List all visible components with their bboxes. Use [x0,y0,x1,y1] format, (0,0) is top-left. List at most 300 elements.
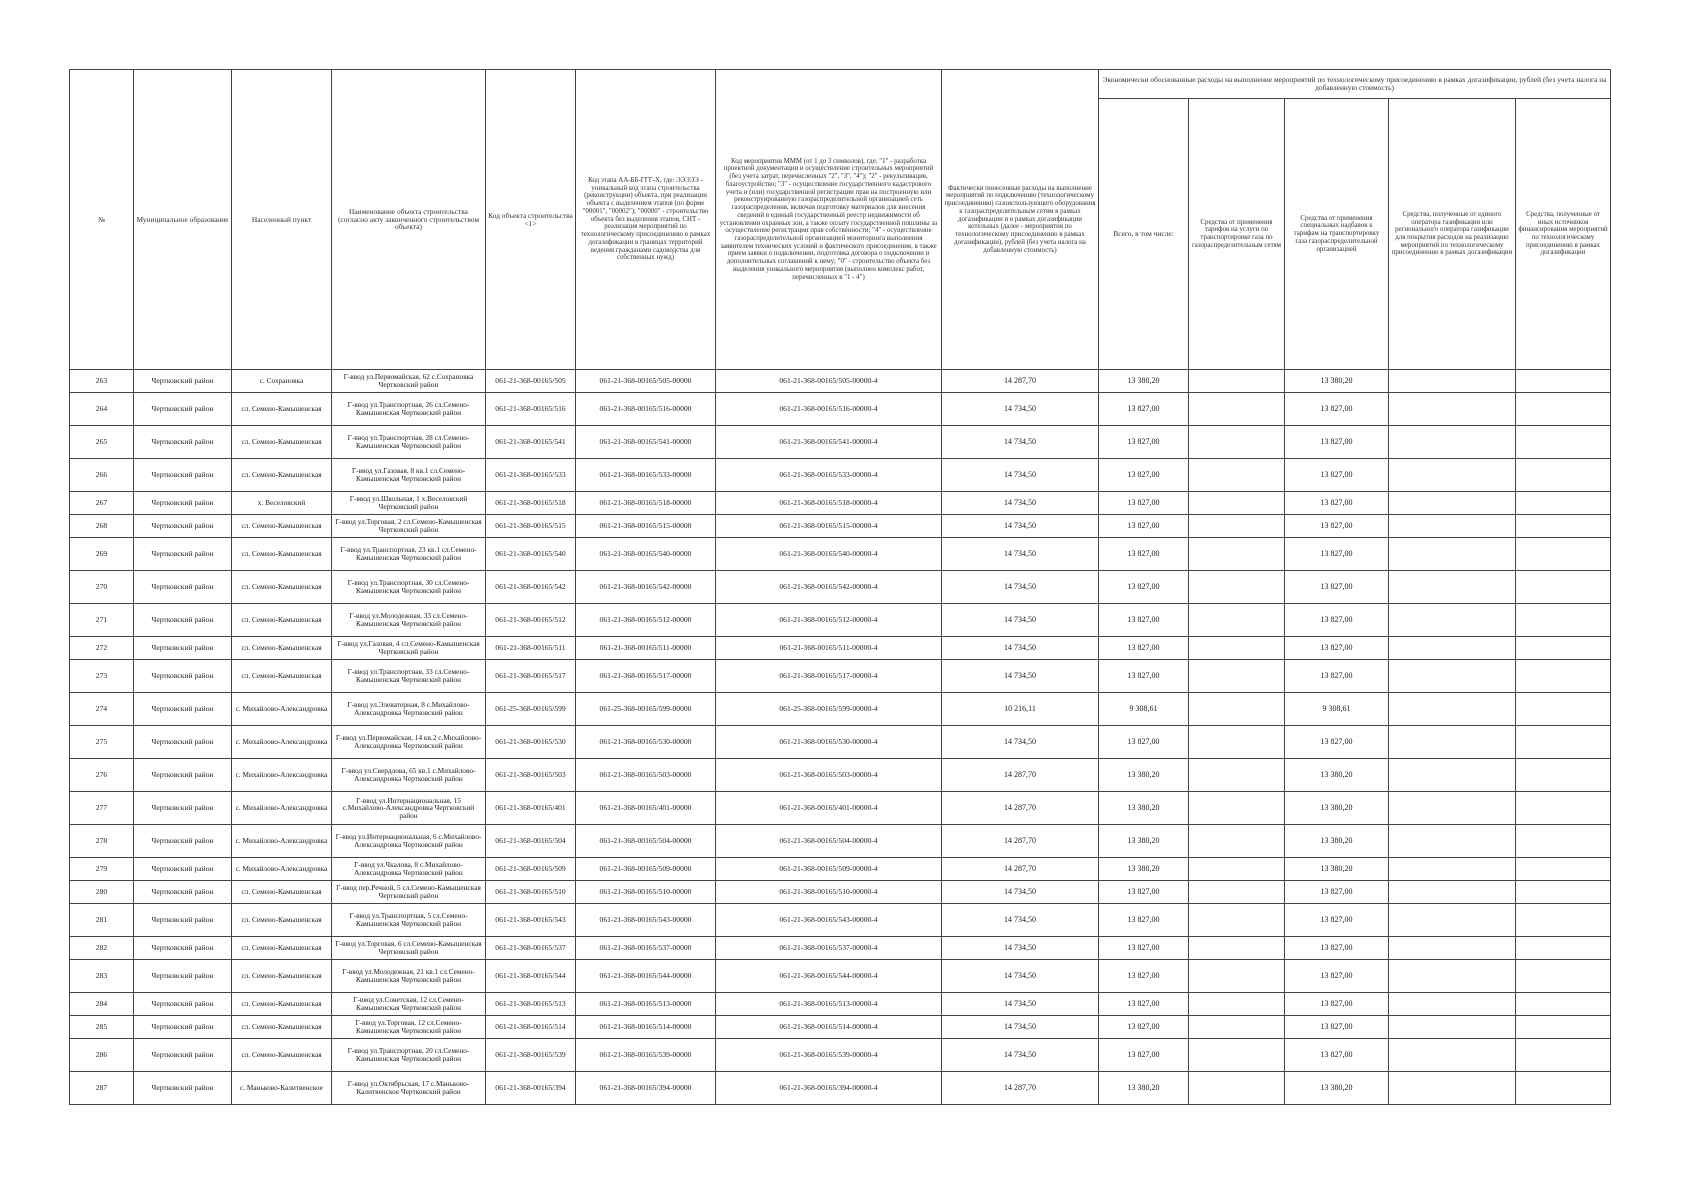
cell-settlement: сл. Семено-Камышенская [232,571,332,604]
cell-object-code: 061-21-368-00165/509 [486,858,576,881]
cell-object-name: Г-ввод ул.Молодежная, 33 сл.Семено-Камышенская Чертковский район [332,604,486,637]
cell-event-code: 061-21-368-00165/516-00000-4 [716,393,942,426]
cell-operator [1389,1039,1516,1072]
cell-municipality: Чертковский район [134,904,232,937]
table-row [70,993,1611,1016]
cell-event-code: 061-21-368-00165/544-00000-4 [716,960,942,993]
cell-settlement: с. Михайлово-Александровка [232,792,332,825]
cell-municipality: Чертковский район [134,858,232,881]
cell-total: 13 380,20 [1099,792,1189,825]
cell-actual-costs: 10 216,11 [942,693,1099,726]
cell-total: 13 827,00 [1099,637,1189,660]
cell-municipality: Чертковский район [134,1016,232,1039]
cell-object-code: 061-21-368-00165/541 [486,426,576,459]
cell-other [1516,993,1611,1016]
cell-surcharge: 13 827,00 [1285,881,1389,904]
cell-settlement: с. Сохрановка [232,370,332,393]
cell-object-name: Г-ввод ул.Свердлова, 65 кв.1 с.Михайлово-Александровка Чертковский район [332,759,486,792]
cell-object-name: Г-ввод ул.Транспортная, 23 кв.1 сл.Семено-Камышенская Чертковский район [332,538,486,571]
table-row [70,660,1611,693]
cell-event-code: 061-21-368-00165/543-00000-4 [716,904,942,937]
header-municipality: Муниципальное образование [134,70,232,370]
cell-stage-code: 061-25-368-00165/599-00000 [576,693,716,726]
cell-event-code: 061-21-368-00165/512-00000-4 [716,604,942,637]
cell-municipality: Чертковский район [134,426,232,459]
cell-surcharge: 13 827,00 [1285,393,1389,426]
cell-actual-costs: 14 734,50 [942,515,1099,538]
cell-tariff [1189,993,1285,1016]
cell-operator [1389,604,1516,637]
cell-tariff [1189,492,1285,515]
cell-stage-code: 061-21-368-00165/401-00000 [576,792,716,825]
cell-object-name: Г-ввод ул.Школьная, 1 х.Веселовский Чертковский район [332,492,486,515]
cell-settlement: сл. Семено-Камышенская [232,459,332,492]
cell-settlement: сл. Семено-Камышенская [232,904,332,937]
cell-other [1516,637,1611,660]
cell-actual-costs: 14 734,50 [942,637,1099,660]
cell-operator [1389,426,1516,459]
cell-object-name: Г-ввод ул.Транспортная, 5 сл.Семено-Камышенская Чертковский район [332,904,486,937]
cell-actual-costs: 14 734,50 [942,881,1099,904]
cell-operator [1389,1016,1516,1039]
header-no: № [70,70,134,370]
cell-municipality: Чертковский район [134,660,232,693]
header-tariff: Средства от применения тарифов на услуги по транспортировке газа по газораспределительным сетям [1189,99,1285,370]
cell-settlement: сл. Семено-Камышенская [232,881,332,904]
cell-tariff [1189,538,1285,571]
cell-municipality: Чертковский район [134,825,232,858]
header-event-code: Код мероприятия МММ (от 1 до 3 символов), где: "1" - разработка проектной документации и осуществление строительных мероприятий (без учета затрат, перечисленных "2", "3", "4"); "2" - рекультивация, благоустройство; "3" - осуществление государственного кадастрового учета и (или) государственной регистрации прав на построенную или реконструированную газораспределительной организацией сеть газораспределения, включая подготовку материалов для внесения сведений в единый государственный реестр недвижимости об установлении охранных зон, а также оплату государственной пошлины за осуществление регистрации прав собственности; "4" - осуществление газораспределительной организацией мониторинга выполнения заявителем технических условий и фактического присоединения, в также прием заявки о подключении, подготовка договора о подключении и дополнительных соглашений к нему; "0" - строительство объекта без выделения уникального мероприятия (выполнен комплекс работ, перечисленных в "1 - 4") [716,70,942,370]
cell-total: 13 827,00 [1099,459,1189,492]
cell-stage-code: 061-21-368-00165/516-00000 [576,393,716,426]
cell-stage-code: 061-21-368-00165/510-00000 [576,881,716,904]
cell-total: 13 380,20 [1099,825,1189,858]
cell-object-name: Г-ввод ул.Транспортная, 30 сл.Семено-Камышенская Чертковский район [332,571,486,604]
cell-no: 280 [70,881,134,904]
cell-no: 286 [70,1039,134,1072]
cell-object-name: Г-ввод ул.Элеваторная, 8 с.Михайлово-Александровка Чертковский район [332,693,486,726]
cell-settlement: с. Маньково-Калитвенское [232,1072,332,1105]
table-row [70,637,1611,660]
cell-municipality: Чертковский район [134,571,232,604]
cell-settlement: сл. Семено-Камышенская [232,960,332,993]
cell-total: 13 827,00 [1099,393,1189,426]
cell-tariff [1189,858,1285,881]
cell-object-code: 061-21-368-00165/510 [486,881,576,904]
cell-actual-costs: 14 287,70 [942,1072,1099,1105]
cell-event-code: 061-21-368-00165/533-00000-4 [716,459,942,492]
cell-tariff [1189,1039,1285,1072]
header-other: Средства, полученные от иных источников финансирования мероприятий по технологическому присоединению в рамках догазификации [1516,99,1611,370]
cell-other [1516,1039,1611,1072]
cell-actual-costs: 14 734,50 [942,393,1099,426]
cell-event-code: 061-21-368-00165/541-00000-4 [716,426,942,459]
cell-total: 13 827,00 [1099,571,1189,604]
cell-operator [1389,759,1516,792]
cell-object-name: Г-ввод ул.Транспортная, 33 сл.Семено-Камышенская Чертковский район [332,660,486,693]
cell-other [1516,459,1611,492]
cell-total: 13 827,00 [1099,1039,1189,1072]
table-row [70,759,1611,792]
cell-no: 265 [70,426,134,459]
cell-object-name: Г-ввод ул.Транспортная, 28 сл.Семено-Камышенская Чертковский район [332,426,486,459]
cell-actual-costs: 14 734,50 [942,960,1099,993]
cell-no: 285 [70,1016,134,1039]
cell-object-code: 061-21-368-00165/513 [486,993,576,1016]
cell-operator [1389,637,1516,660]
cell-other [1516,660,1611,693]
cell-surcharge: 13 827,00 [1285,993,1389,1016]
cell-stage-code: 061-21-368-00165/515-00000 [576,515,716,538]
cell-object-code: 061-21-368-00165/394 [486,1072,576,1105]
table-row [70,1016,1611,1039]
cell-surcharge: 13 380,20 [1285,825,1389,858]
cell-other [1516,904,1611,937]
cell-event-code: 061-21-368-00165/401-00000-4 [716,792,942,825]
cell-object-name: Г-ввод ул.Октябрьская, 17 с.Маньково-Калитвенское Чертковский район [332,1072,486,1105]
cell-other [1516,693,1611,726]
cell-object-code: 061-21-368-00165/511 [486,637,576,660]
cell-municipality: Чертковский район [134,693,232,726]
cell-total: 13 380,20 [1099,759,1189,792]
header-object-name: Наименование объекта строительства (согласно акту законченного строительством объекта) [332,70,486,370]
header-object-code: Код объекта строительства <1> [486,70,576,370]
table-row [70,858,1611,881]
cell-stage-code: 061-21-368-00165/503-00000 [576,759,716,792]
cell-event-code: 061-21-368-00165/513-00000-4 [716,993,942,1016]
cell-no: 275 [70,726,134,759]
cell-operator [1389,459,1516,492]
cell-event-code: 061-21-368-00165/539-00000-4 [716,1039,942,1072]
cell-municipality: Чертковский район [134,759,232,792]
cell-tariff [1189,660,1285,693]
cell-actual-costs: 14 734,50 [942,538,1099,571]
cell-municipality: Чертковский район [134,538,232,571]
cell-operator [1389,960,1516,993]
header-total: Всего, в том числе: [1099,99,1189,370]
cell-tariff [1189,693,1285,726]
cell-other [1516,825,1611,858]
cell-other [1516,604,1611,637]
cell-other [1516,1072,1611,1105]
cell-actual-costs: 14 734,50 [942,1039,1099,1072]
cell-municipality: Чертковский район [134,993,232,1016]
cell-other [1516,937,1611,960]
cell-total: 13 827,00 [1099,492,1189,515]
cell-event-code: 061-21-368-00165/537-00000-4 [716,937,942,960]
cell-surcharge: 13 827,00 [1285,492,1389,515]
cell-stage-code: 061-21-368-00165/511-00000 [576,637,716,660]
cell-surcharge: 13 827,00 [1285,538,1389,571]
cell-no: 270 [70,571,134,604]
cell-surcharge: 13 827,00 [1285,515,1389,538]
cell-total: 13 380,20 [1099,858,1189,881]
cell-settlement: сл. Семено-Камышенская [232,426,332,459]
cell-object-name: Г-ввод ул.Транспортная, 26 сл.Семено-Камышенская Чертковский район [332,393,486,426]
cell-municipality: Чертковский район [134,881,232,904]
cell-tariff [1189,1016,1285,1039]
cell-municipality: Чертковский район [134,393,232,426]
cell-surcharge: 13 827,00 [1285,571,1389,604]
cell-object-name: Г-ввод ул.Советская, 12 сл.Семено-Камышенская Чертковский район [332,993,486,1016]
cell-tariff [1189,459,1285,492]
cell-other [1516,393,1611,426]
cell-stage-code: 061-21-368-00165/517-00000 [576,660,716,693]
cell-operator [1389,904,1516,937]
cell-event-code: 061-21-368-00165/510-00000-4 [716,881,942,904]
cell-total: 9 308,61 [1099,693,1189,726]
cell-actual-costs: 14 287,70 [942,858,1099,881]
cell-object-name: Г-ввод пер.Речной, 5 сл.Семено-Камышенская Чертковский район [332,881,486,904]
cell-surcharge: 13 380,20 [1285,792,1389,825]
cell-object-code: 061-21-368-00165/503 [486,759,576,792]
cell-other [1516,960,1611,993]
cell-other [1516,858,1611,881]
cell-stage-code: 061-21-368-00165/394-00000 [576,1072,716,1105]
cell-tariff [1189,825,1285,858]
cell-settlement: с. Михайлово-Александровка [232,693,332,726]
cell-event-code: 061-25-368-00165/599-00000-4 [716,693,942,726]
cell-event-code: 061-21-368-00165/540-00000-4 [716,538,942,571]
cell-object-name: Г-ввод ул.Торговая, 6 сл.Семено-Камышенская Чертковский район [332,937,486,960]
cell-no: 271 [70,604,134,637]
cell-surcharge: 13 827,00 [1285,604,1389,637]
cell-tariff [1189,1072,1285,1105]
table-row [70,937,1611,960]
cell-actual-costs: 14 287,70 [942,825,1099,858]
cell-object-name: Г-ввод ул.Интернациональная, 15 с.Михайлово-Александровка Чертковский район [332,792,486,825]
cell-stage-code: 061-21-368-00165/539-00000 [576,1039,716,1072]
cell-object-name: Г-ввод ул.Транспортная, 20 сл.Семено-Камышенская Чертковский район [332,1039,486,1072]
cell-object-name: Г-ввод ул.Молодежная, 21 кв.1 сл.Семено-Камышенская Чертковский район [332,960,486,993]
table-row [70,538,1611,571]
cell-stage-code: 061-21-368-00165/540-00000 [576,538,716,571]
cell-settlement: сл. Семено-Камышенская [232,937,332,960]
cell-object-code: 061-21-368-00165/518 [486,492,576,515]
table-row [70,426,1611,459]
table-row [70,515,1611,538]
table-row [70,825,1611,858]
cell-stage-code: 061-21-368-00165/541-00000 [576,426,716,459]
cell-surcharge: 13 827,00 [1285,904,1389,937]
cell-event-code: 061-21-368-00165/515-00000-4 [716,515,942,538]
cell-operator [1389,881,1516,904]
cell-total: 13 827,00 [1099,1016,1189,1039]
table-row [70,492,1611,515]
cell-municipality: Чертковский район [134,792,232,825]
table-row [70,904,1611,937]
cell-total: 13 380,20 [1099,1072,1189,1105]
table-row [70,960,1611,993]
cell-settlement: сл. Семено-Камышенская [232,1039,332,1072]
cell-actual-costs: 14 287,70 [942,792,1099,825]
dogazification-table [69,69,1611,1105]
cell-other [1516,881,1611,904]
cell-surcharge: 13 380,20 [1285,858,1389,881]
cell-tariff [1189,759,1285,792]
cell-no: 274 [70,693,134,726]
cell-object-code: 061-21-368-00165/505 [486,370,576,393]
cell-other [1516,759,1611,792]
cell-stage-code: 061-21-368-00165/514-00000 [576,1016,716,1039]
cell-no: 263 [70,370,134,393]
header-actual-costs: Фактически понесенные расходы на выполнение мероприятий по подключению (технологическому присоединению) газоиспользующего оборудования к газораспределительным сетям в рамках догазификации и в рамках догазификации котельных (далее - мероприятия по технологическому присоединению в рамках догазификации), рублей (без учета налога на добавленную стоимость) [942,70,1099,370]
cell-tariff [1189,937,1285,960]
cell-total: 13 827,00 [1099,538,1189,571]
cell-no: 282 [70,937,134,960]
table-row [70,604,1611,637]
cell-other [1516,538,1611,571]
cell-object-code: 061-21-368-00165/544 [486,960,576,993]
header-settlement: Населенный пункт [232,70,332,370]
cell-surcharge: 13 827,00 [1285,660,1389,693]
table-header [70,70,1611,370]
cell-other [1516,1016,1611,1039]
header-surcharge: Средства от применения специальных надбавок к тарифам на транспортировку газа газораспределительной организацией [1285,99,1389,370]
cell-stage-code: 061-21-368-00165/542-00000 [576,571,716,604]
cell-municipality: Чертковский район [134,1072,232,1105]
cell-actual-costs: 14 734,50 [942,660,1099,693]
cell-surcharge: 13 827,00 [1285,937,1389,960]
cell-no: 268 [70,515,134,538]
cell-operator [1389,660,1516,693]
cell-no: 287 [70,1072,134,1105]
cell-other [1516,370,1611,393]
cell-actual-costs: 14 734,50 [942,459,1099,492]
header-operator: Средства, полученные от единого оператора газификации или регионального оператора газификации для покрытия расходов на реализацию мероприятий по технологическому присоединению в рамках догазификации [1389,99,1516,370]
cell-object-name: Г-ввод ул.Торговая, 2 сл.Семено-Камышенская Чертковский район [332,515,486,538]
cell-event-code: 061-21-368-00165/530-00000-4 [716,726,942,759]
cell-municipality: Чертковский район [134,726,232,759]
cell-object-code: 061-25-368-00165/599 [486,693,576,726]
cell-no: 279 [70,858,134,881]
cell-municipality: Чертковский район [134,492,232,515]
cell-event-code: 061-21-368-00165/517-00000-4 [716,660,942,693]
cell-stage-code: 061-21-368-00165/533-00000 [576,459,716,492]
cell-event-code: 061-21-368-00165/509-00000-4 [716,858,942,881]
table-row [70,370,1611,393]
cell-object-code: 061-21-368-00165/540 [486,538,576,571]
cell-tariff [1189,881,1285,904]
cell-municipality: Чертковский район [134,604,232,637]
cell-surcharge: 13 827,00 [1285,1039,1389,1072]
table-row [70,792,1611,825]
table-row [70,726,1611,759]
cell-object-code: 061-21-368-00165/504 [486,825,576,858]
cell-operator [1389,393,1516,426]
cell-object-code: 061-21-368-00165/515 [486,515,576,538]
cell-settlement: х. Веселовский [232,492,332,515]
report-sheet [69,69,1611,1105]
cell-event-code: 061-21-368-00165/394-00000-4 [716,1072,942,1105]
cell-operator [1389,792,1516,825]
cell-object-name: Г-ввод ул.Первомайская, 62 с.Сохрановка Чертковский район [332,370,486,393]
cell-object-name: Г-ввод ул.Газовая, 4 сл.Семено-Камышенская Чертковский район [332,637,486,660]
cell-operator [1389,726,1516,759]
cell-object-code: 061-21-368-00165/530 [486,726,576,759]
cell-surcharge: 13 380,20 [1285,1072,1389,1105]
cell-object-code: 061-21-368-00165/517 [486,660,576,693]
cell-municipality: Чертковский район [134,515,232,538]
cell-actual-costs: 14 734,50 [942,492,1099,515]
cell-total: 13 827,00 [1099,881,1189,904]
cell-event-code: 061-21-368-00165/514-00000-4 [716,1016,942,1039]
cell-total: 13 380,20 [1099,370,1189,393]
cell-event-code: 061-21-368-00165/504-00000-4 [716,825,942,858]
cell-object-name: Г-ввод ул.Торговая, 12 сл.Семено-Камышенская Чертковский район [332,1016,486,1039]
cell-other [1516,492,1611,515]
cell-actual-costs: 14 734,50 [942,571,1099,604]
cell-tariff [1189,571,1285,604]
cell-municipality: Чертковский район [134,637,232,660]
cell-operator [1389,693,1516,726]
header-econ-group: Экономически обоснованные расходы на выполнение мероприятий по технологическому присоединению в рамках догазификации, рублей (без учета налога на добавленную стоимость) [1099,70,1611,99]
cell-actual-costs: 14 287,70 [942,370,1099,393]
cell-object-code: 061-21-368-00165/543 [486,904,576,937]
cell-no: 273 [70,660,134,693]
cell-other [1516,426,1611,459]
cell-object-name: Г-ввод ул.Первомайская, 14 кв.2 с.Михайлово-Александровка Чертковский район [332,726,486,759]
cell-stage-code: 061-21-368-00165/505-00000 [576,370,716,393]
table-body [70,370,1611,1105]
cell-operator [1389,825,1516,858]
cell-stage-code: 061-21-368-00165/512-00000 [576,604,716,637]
cell-municipality: Чертковский район [134,937,232,960]
cell-tariff [1189,370,1285,393]
cell-stage-code: 061-21-368-00165/543-00000 [576,904,716,937]
cell-operator [1389,492,1516,515]
cell-stage-code: 061-21-368-00165/504-00000 [576,825,716,858]
cell-no: 266 [70,459,134,492]
cell-settlement: с. Михайлово-Александровка [232,858,332,881]
cell-tariff [1189,726,1285,759]
cell-no: 264 [70,393,134,426]
cell-settlement: сл. Семено-Камышенская [232,538,332,571]
cell-event-code: 061-21-368-00165/518-00000-4 [716,492,942,515]
cell-settlement: сл. Семено-Камышенская [232,637,332,660]
cell-object-code: 061-21-368-00165/539 [486,1039,576,1072]
cell-surcharge: 13 827,00 [1285,726,1389,759]
cell-municipality: Чертковский район [134,960,232,993]
table-row [70,393,1611,426]
header-stage-code: Код этапа АА-ББ-ГГГ-Х, где: ЭЭЭЭЭ - уникальный код этапа строительства (реконструкции) объекта, при реализации объекта с выделением этапов (по форме "00001", "00002"); "00000" - строительство объекта без выделения этапов, СНТ - реализация мероприятий по технологическому присоединению в рамках догазификации в границах территорий ведения гражданами садоводства для собственных нужд) [576,70,716,370]
cell-settlement: сл. Семено-Камышенская [232,515,332,538]
cell-event-code: 061-21-368-00165/505-00000-4 [716,370,942,393]
cell-tariff [1189,604,1285,637]
cell-operator [1389,937,1516,960]
cell-actual-costs: 14 287,70 [942,759,1099,792]
cell-surcharge: 13 827,00 [1285,459,1389,492]
cell-municipality: Чертковский район [134,1039,232,1072]
cell-total: 13 827,00 [1099,604,1189,637]
cell-other [1516,515,1611,538]
cell-no: 276 [70,759,134,792]
cell-municipality: Чертковский район [134,370,232,393]
cell-actual-costs: 14 734,50 [942,426,1099,459]
cell-municipality: Чертковский район [134,459,232,492]
cell-actual-costs: 14 734,50 [942,604,1099,637]
cell-actual-costs: 14 734,50 [942,1016,1099,1039]
cell-object-code: 061-21-368-00165/512 [486,604,576,637]
cell-event-code: 061-21-368-00165/503-00000-4 [716,759,942,792]
cell-object-code: 061-21-368-00165/537 [486,937,576,960]
cell-operator [1389,858,1516,881]
cell-operator [1389,538,1516,571]
cell-total: 13 827,00 [1099,993,1189,1016]
cell-surcharge: 13 380,20 [1285,370,1389,393]
cell-operator [1389,1072,1516,1105]
cell-tariff [1189,792,1285,825]
